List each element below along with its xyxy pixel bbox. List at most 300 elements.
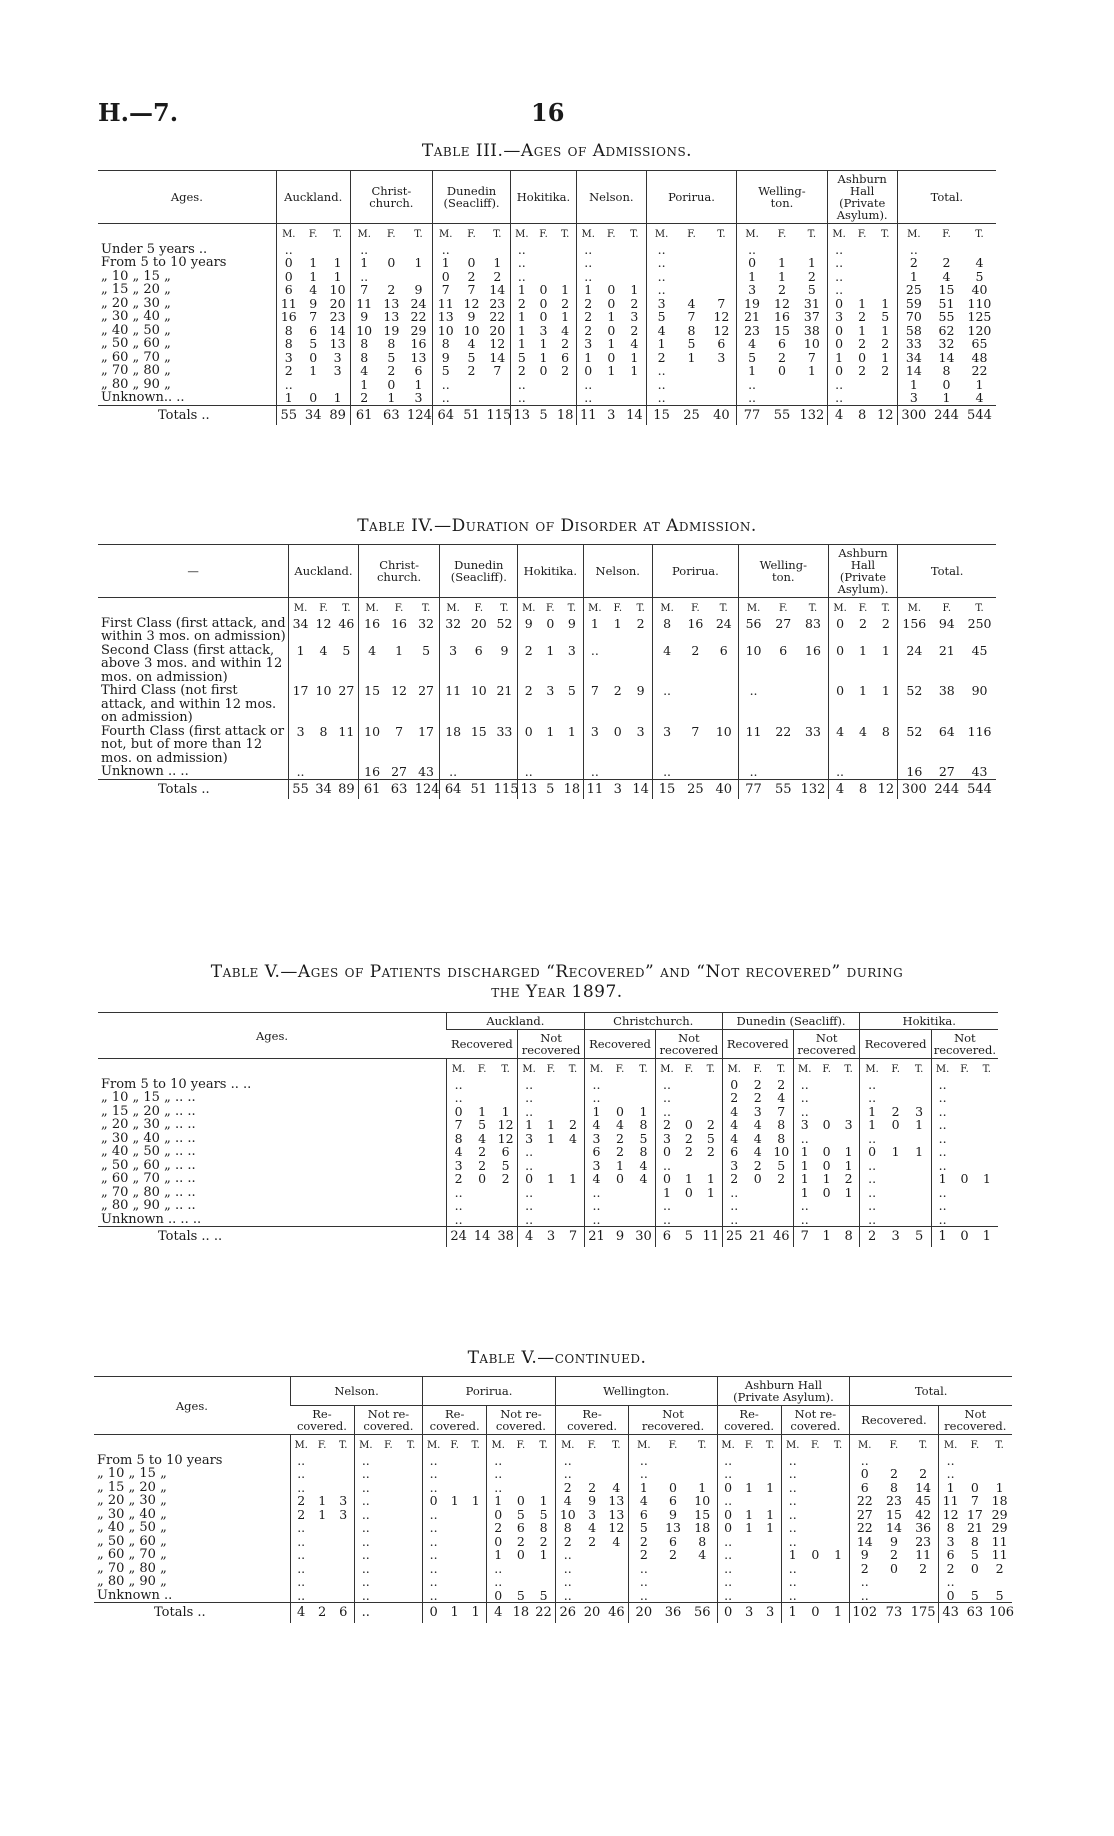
t5c-cell [827, 1508, 850, 1522]
t4-cell: 0 [518, 725, 540, 766]
t5-total-cell: 7 [562, 1227, 584, 1247]
t4-mft-label: T. [975, 603, 984, 614]
t5c-cell [333, 1454, 354, 1468]
t5c-cell [400, 1589, 423, 1603]
t5c-total-cell: 56 [688, 1603, 717, 1623]
t4-total-cell: 132 [798, 779, 828, 799]
t5c-mft-label: F. [889, 1440, 899, 1451]
t5c-cell: .. [487, 1575, 510, 1589]
t4-cell: .. [738, 765, 768, 779]
t5-cell [976, 1145, 998, 1159]
t3-cell: .. [432, 391, 458, 405]
t4-mft-label: T. [636, 603, 645, 614]
t4-total-cell: 244 [930, 779, 963, 799]
t3-cell: 20 [489, 322, 506, 338]
t5c-cell: 1 [745, 1506, 754, 1522]
t5c-data-row [94, 1535, 1012, 1549]
t3-cell [851, 378, 874, 392]
t5c-cell: 22 [850, 1494, 879, 1508]
t4-cell [606, 644, 629, 685]
t5c-total-cell [400, 1603, 423, 1623]
t5c-cell [580, 1454, 605, 1468]
t4-cell: 2 [518, 684, 540, 725]
t5c-total-cell: 4 [290, 1603, 311, 1623]
t5-mft-label: M. [860, 1059, 884, 1078]
t5c-cell: 15 [886, 1506, 902, 1522]
t5-cell: 2 [753, 1157, 762, 1173]
t3-total-cell: 25 [676, 405, 706, 425]
t5-cell [976, 1105, 998, 1119]
t3-cell: 10 [803, 336, 820, 351]
t3-cell [963, 243, 996, 257]
t5-total-cell: 30 [632, 1227, 656, 1247]
t5c-cell [604, 1575, 629, 1589]
t3-cell: 2 [493, 268, 502, 284]
t3-cell: 2 [350, 391, 377, 405]
t4-cell: 27 [391, 764, 408, 779]
t3-total-cell: 13 [511, 405, 533, 425]
t5-cell: 0 [860, 1145, 884, 1159]
t5c-head [94, 1377, 1012, 1435]
t3-cell: 20 [329, 295, 346, 311]
t5-cell: 0 [478, 1171, 487, 1186]
t5-cell [562, 1078, 584, 1092]
t3-cell: 12 [774, 295, 790, 311]
t5c-cell [604, 1454, 629, 1468]
t3-cell: 8 [942, 363, 951, 378]
t5-row-label: „ 20 „ 30 „ .. .. [101, 1117, 196, 1132]
t5-cell [953, 1159, 975, 1173]
t4-data-row [98, 617, 996, 644]
table-4-title: Table IV.—Duration of Disorder at Admission. [357, 516, 757, 536]
t5-cell: .. [518, 1105, 540, 1119]
t5c-cell [333, 1521, 354, 1535]
t5c-cell [444, 1575, 465, 1589]
t4-total-cell: 124 [413, 779, 440, 799]
t4-row-label: Fourth Class (first attack or not, but of more than 12 mos. on admission) [101, 723, 285, 766]
t5c-cell [604, 1467, 629, 1481]
t5c-subgroup-header: Not re- covered. [354, 1406, 423, 1435]
t4-cell: 2 [518, 644, 540, 685]
t3-cell: 7 [309, 309, 318, 324]
t3-cell [554, 391, 576, 405]
t5c-cell: 2 [629, 1548, 658, 1562]
t4-cell [875, 765, 898, 779]
t5-cell [540, 1105, 562, 1119]
t5-cell: .. [656, 1091, 678, 1105]
t3-cell: 13 [432, 310, 458, 324]
t4-total-cell: 300 [898, 779, 931, 799]
t5c-cell: 0 [938, 1589, 963, 1603]
t3-cell [301, 378, 326, 392]
t3-cell: 0 [607, 349, 616, 365]
t3-cell: 6 [414, 363, 423, 378]
t4-cell: 11 [738, 725, 768, 766]
t5c-cell: 9 [850, 1548, 879, 1562]
t3-cell: 2 [630, 322, 639, 338]
t3-cell: 23 [737, 324, 767, 338]
t5c-data-row [94, 1508, 1012, 1522]
t5c-cell [465, 1481, 486, 1495]
t3-cell [851, 256, 874, 270]
t5-subgroup-header: Recovered [447, 1030, 518, 1059]
t5c-cell: 18 [991, 1493, 1008, 1508]
t5c-total-cell: 6 [333, 1603, 354, 1623]
t4-cell: 4 [858, 723, 867, 739]
t4-total-cell: 8 [851, 779, 874, 799]
t5-cell: 1 [478, 1103, 487, 1119]
t3-total-cell: 34 [301, 405, 326, 425]
t3-cell: 70 [897, 310, 930, 324]
t4-total-cell: 89 [335, 779, 358, 799]
t5c-cell: .. [290, 1467, 311, 1481]
t4-total-cell: 12 [875, 779, 898, 799]
t4-cell: 3 [567, 642, 576, 658]
t5c-total-cell: 63 [963, 1603, 988, 1623]
t5c-cell [400, 1508, 423, 1522]
t5c-cell: .. [781, 1494, 804, 1508]
t4-cell: 10 [358, 725, 385, 766]
t5c-mft-label: T. [698, 1440, 707, 1451]
t3-cell [874, 391, 897, 405]
t5-cell [608, 1186, 632, 1200]
t3-group-header: Hokitika. [511, 171, 577, 224]
t4-cell: 2 [613, 683, 622, 698]
t5-row-label: „ 40 „ 50 „ .. .. [101, 1144, 196, 1159]
t4-cell: 1 [613, 615, 622, 631]
t5c-cell [827, 1589, 850, 1603]
t5c-cell: 11 [991, 1533, 1008, 1549]
t5c-cell: 3 [938, 1535, 963, 1549]
t5-mft-label: M. [518, 1059, 540, 1078]
t5-cell: 3 [793, 1118, 815, 1132]
t3-cell: 1 [807, 255, 816, 270]
t4-cell: 3 [289, 725, 312, 766]
t4-mft-label: T. [567, 603, 577, 614]
t5-mft-label: M. [931, 1059, 953, 1078]
t5c-cell [580, 1467, 605, 1481]
t3-cell: 3 [276, 351, 301, 365]
t5-cell [770, 1199, 794, 1213]
t5c-cell: .. [717, 1575, 738, 1589]
t3-group-header: Nelson. [576, 171, 646, 224]
t4-cell: 4 [828, 725, 851, 766]
t3-cell: 1 [881, 295, 890, 311]
t5c-cell: 12 [608, 1520, 625, 1535]
t5c-cell: .. [290, 1481, 311, 1495]
t5c-cell: .. [781, 1467, 804, 1481]
t5c-cell: .. [354, 1454, 377, 1468]
t4-group-header: Nelson. [583, 545, 652, 598]
t3-cell: 6 [777, 336, 786, 351]
t5-cell [838, 1078, 860, 1092]
t4-cell: 2 [691, 642, 700, 658]
t3-cell: 1 [309, 268, 318, 284]
t5c-cell [400, 1454, 423, 1468]
t3-cell [533, 270, 555, 284]
t5c-cell [987, 1575, 1012, 1589]
t3-mft-label: F. [539, 229, 548, 240]
t3-cell: .. [511, 243, 533, 257]
t5c-cell [333, 1562, 354, 1576]
t5c-cell [532, 1481, 555, 1495]
t5-total-cell: 3 [884, 1227, 908, 1247]
t5c-cell: .. [354, 1535, 377, 1549]
t5c-cell: .. [781, 1535, 804, 1549]
t3-cell: 2 [276, 364, 301, 378]
t3-cell: .. [576, 391, 599, 405]
t4-cell: 10 [738, 644, 768, 685]
t5-cell [770, 1186, 794, 1200]
t3-cell: 0 [607, 282, 616, 297]
t3-cell: 15 [774, 322, 790, 338]
t5c-cell: 1 [834, 1547, 843, 1562]
t5c-cell: .. [487, 1454, 510, 1468]
t4-mft-label: M. [652, 598, 681, 617]
t4-cell: 90 [971, 683, 988, 698]
t5c-cell [827, 1467, 850, 1481]
t4-cell: 56 [738, 617, 768, 644]
t3-cell: 11 [350, 297, 377, 311]
t3-cell [554, 243, 576, 257]
t5c-mft-label: F. [811, 1440, 820, 1451]
t5c-row-label: From 5 to 10 years [97, 1452, 223, 1468]
t4-cell: 33 [496, 723, 513, 739]
t4-cell: 34 [289, 617, 312, 644]
t5c-row-label: „ 80 „ 90 „ [97, 1574, 167, 1589]
t5-cell [907, 1078, 931, 1092]
t5c-cell: 45 [915, 1493, 932, 1508]
t5c-cell: .. [629, 1589, 658, 1603]
t5c-data-row [94, 1481, 1012, 1495]
t5c-cell [377, 1467, 400, 1481]
t3-data-row [98, 310, 996, 324]
t5c-body [94, 1435, 1012, 1623]
t5c-cell [760, 1562, 781, 1576]
t4-data-row [98, 725, 996, 766]
t5-totals-row [98, 1227, 998, 1247]
t5c-subgroup-header: Re- covered. [717, 1406, 781, 1435]
t5-cell: 1 [860, 1118, 884, 1132]
t5c-cell [604, 1548, 629, 1562]
t4-total-cell: 13 [518, 779, 540, 799]
t4-cell: 3 [583, 725, 606, 766]
t5-cell: 4 [753, 1130, 762, 1146]
t4-cell: 8 [652, 617, 681, 644]
t5c-group-header: Porirua. [423, 1377, 556, 1406]
t3-mft-label: F. [942, 229, 951, 240]
t5c-cell: 4 [629, 1494, 658, 1508]
t3-cell: 8 [276, 324, 301, 338]
t5-cell: .. [931, 1145, 953, 1159]
t5-cell [494, 1078, 518, 1092]
t3-cell: 15 [938, 282, 955, 297]
t3-cell: 0 [827, 364, 850, 378]
t5-cell: 3 [915, 1103, 924, 1119]
t3-cell: 5 [511, 351, 533, 365]
t3-cell: 1 [414, 376, 423, 392]
t5c-row-header: Ages. [94, 1377, 290, 1435]
t5-cell: 2 [844, 1171, 853, 1186]
t5c-cell [580, 1548, 605, 1562]
t5c-cell [532, 1467, 555, 1481]
t4-cell: .. [738, 684, 768, 725]
t5c-cell: .. [423, 1521, 444, 1535]
t3-cell: 7 [807, 349, 816, 365]
t5c-cell: 22 [850, 1521, 879, 1535]
t5c-cell [738, 1467, 759, 1481]
t5c-total-cell: 36 [658, 1603, 687, 1623]
page-reference: H.—7. [98, 98, 179, 127]
t4-cell: 1 [546, 723, 555, 739]
t3-cell [485, 391, 511, 405]
t5c-cell [444, 1508, 465, 1522]
t3-cell: 0 [737, 256, 767, 270]
t3-cell [600, 391, 623, 405]
t4-mft-label: T. [808, 603, 818, 614]
t3-cell [851, 270, 874, 284]
t3-head [98, 171, 996, 224]
t5c-cell [312, 1521, 333, 1535]
t5c-group-header: Nelson. [290, 1377, 422, 1406]
t3-cell: 1 [607, 363, 616, 378]
t5-cell [976, 1118, 998, 1132]
t5c-cell: .. [354, 1467, 377, 1481]
t4-total-cell: 3 [606, 779, 629, 799]
t5c-cell: .. [629, 1467, 658, 1481]
t5c-cell [827, 1481, 850, 1495]
t5c-cell: 0 [669, 1479, 677, 1495]
t5c-cell [532, 1575, 555, 1589]
t5c-cell: 6 [669, 1493, 677, 1508]
t4-cell: 1 [881, 683, 890, 698]
t5c-cell: 27 [850, 1508, 879, 1522]
t5c-cell: .. [629, 1562, 658, 1576]
t5-group-header: Christchurch. [584, 1013, 722, 1030]
t5-cell: 3 [584, 1132, 608, 1146]
t5c-mft-label: T. [765, 1440, 775, 1451]
t5-cell: .. [656, 1078, 678, 1092]
t3-cell: 2 [561, 363, 570, 378]
t5c-cell [738, 1454, 759, 1468]
t5-cell [540, 1091, 562, 1105]
t5-cell [562, 1199, 584, 1213]
t5c-cell: .. [781, 1575, 804, 1589]
t3-cell: 22 [489, 309, 506, 324]
t5-total-cell: 9 [608, 1227, 632, 1247]
t5-cell [953, 1105, 975, 1119]
t3-cell: 23 [489, 295, 506, 311]
t4-cell: 6 [719, 642, 728, 658]
t5-cell [678, 1213, 700, 1227]
t3-row-label: „ 40 „ 50 „ [101, 322, 171, 338]
t5c-cell [658, 1589, 687, 1603]
t3-cell: 0 [276, 270, 301, 284]
t5-cell [678, 1091, 700, 1105]
t4-total-cell: 61 [358, 779, 385, 799]
t4-total-cell: 115 [492, 779, 518, 799]
t3-cell: 0 [539, 309, 548, 324]
t5c-subgroup-header: Re- covered. [290, 1406, 354, 1435]
t5c-row-label: „ 10 „ 15 „ [97, 1466, 167, 1481]
t5c-cell: .. [423, 1589, 444, 1603]
t3-cell: .. [827, 256, 850, 270]
t5-mft-label: T. [777, 1064, 786, 1075]
t4-cell: 3 [652, 725, 681, 766]
t3-group-header: Christ- church. [350, 171, 432, 224]
t4-cell: 1 [546, 642, 555, 658]
t5-cell [700, 1159, 722, 1173]
t5c-cell: 1 [745, 1520, 754, 1535]
t5c-cell [509, 1575, 532, 1589]
t5c-mft-label: F. [744, 1440, 754, 1451]
t5c-cell: .. [555, 1562, 580, 1576]
t3-cell: 1 [561, 309, 570, 324]
t3-cell: 3 [333, 363, 342, 378]
t5c-cell: .. [423, 1535, 444, 1549]
t5c-total-cell: 20 [580, 1603, 605, 1623]
t3-mft-label: M. [646, 224, 676, 243]
t5c-cell [465, 1508, 486, 1522]
t5c-cell [465, 1562, 486, 1576]
t3-cell [623, 378, 646, 392]
t4-cell: 12 [391, 683, 408, 698]
t5-total-cell: 7 [793, 1227, 815, 1247]
t4-cell: .. [652, 765, 681, 779]
t3-cell: 0 [576, 364, 599, 378]
t5c-cell [400, 1548, 423, 1562]
t3-cell: 5 [737, 351, 767, 365]
t5-mft-label: T. [914, 1064, 924, 1075]
t3-cell: 3 [333, 349, 342, 365]
t3-cell: 125 [967, 309, 992, 324]
t4-cell: 0 [828, 684, 851, 725]
t3-cell: 6 [276, 283, 301, 297]
t3-cell: .. [646, 256, 676, 270]
t3-cell: 21 [737, 310, 767, 324]
t5-total-cell: 1 [976, 1227, 998, 1247]
t5c-cell: 29 [991, 1506, 1008, 1522]
t5c-cell: .. [423, 1575, 444, 1589]
t5c-cell: .. [354, 1589, 377, 1603]
t3-total-cell: 300 [897, 405, 930, 425]
t3-cell [378, 243, 405, 257]
t5-cell [678, 1159, 700, 1173]
t3-total-cell: 55 [767, 405, 797, 425]
t4-mft-label: F. [779, 603, 788, 614]
t5c-cell [804, 1575, 827, 1589]
t3-cell: .. [737, 378, 767, 392]
t5-cell: 2 [706, 1144, 715, 1159]
t5c-subgroup-header: Not re- covered. [781, 1406, 850, 1435]
t4-mft-label: T. [421, 603, 431, 614]
t5c-cell: .. [555, 1548, 580, 1562]
t4-cell: 7 [691, 723, 700, 739]
t5-mft-label: M. [447, 1059, 471, 1078]
t5c-cell [688, 1562, 717, 1576]
t3-cell [623, 243, 646, 257]
t5-total-cell: 8 [838, 1227, 860, 1247]
t5c-cell [804, 1562, 827, 1576]
t3-cell: 4 [737, 337, 767, 351]
t5c-data-row [94, 1454, 1012, 1468]
t5c-cell [963, 1575, 988, 1589]
t4-group-header: Christ- church. [358, 545, 440, 598]
t5c-group-header: Ashburn Hall (Private Asylum). [717, 1377, 850, 1406]
t5c-total-cell: 43 [938, 1603, 963, 1623]
t4-cell: 11 [440, 684, 466, 725]
t3-total-cell: 18 [554, 405, 576, 425]
